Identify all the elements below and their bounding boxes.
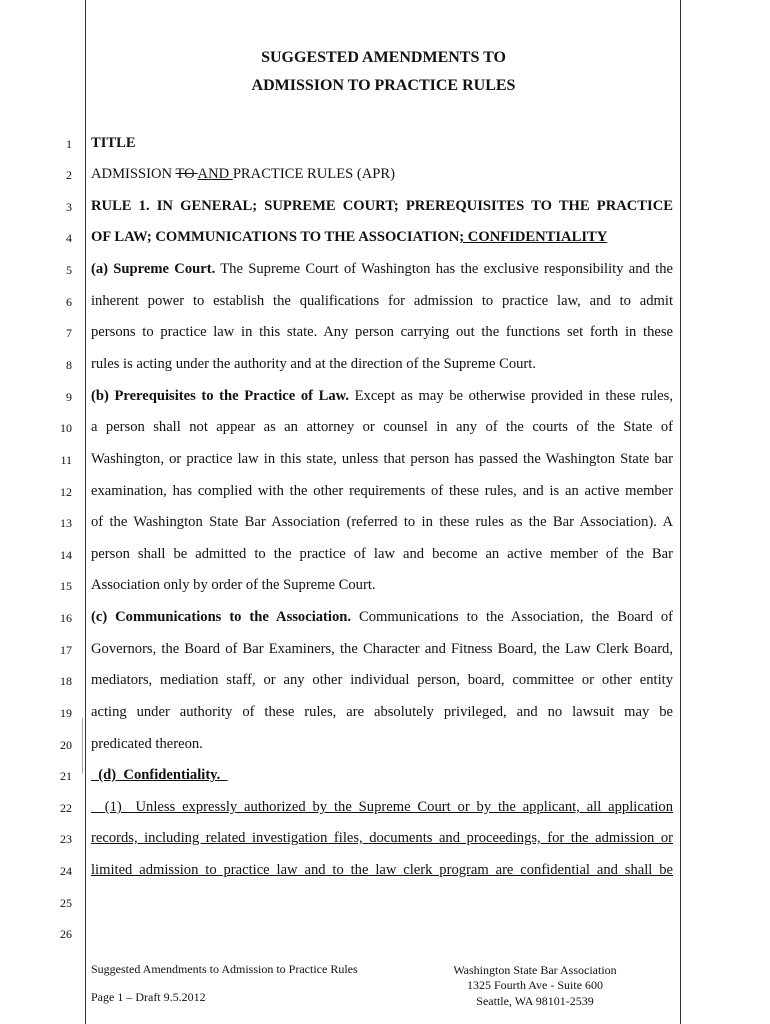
- body-line-18: mediators, mediation staff, or any other individual person, board, committee or other entity: [91, 672, 673, 688]
- line-number: 26: [60, 927, 72, 941]
- line-number: 2: [66, 168, 72, 182]
- body-line-2: ADMISSION TO AND PRACTICE RULES (APR): [91, 166, 395, 182]
- line-number: 13: [60, 516, 72, 530]
- document-title-line-1: SUGGESTED AMENDMENTS TO: [261, 49, 506, 66]
- body-line-15: Association only by order of the Supreme Court.: [91, 577, 376, 593]
- footer-document-title: Suggested Amendments to Admission to Practice Rules: [91, 962, 358, 976]
- line-number: 24: [60, 864, 72, 878]
- line-number: 23: [60, 832, 72, 846]
- footer-org-address-1: 1325 Fourth Ave - Suite 600: [466, 978, 604, 992]
- line-number: 25: [60, 896, 72, 910]
- line-number: 20: [60, 738, 72, 752]
- body-line-10: a person shall not appear as an attorney or counsel in any of the courts of the State of: [91, 419, 673, 435]
- line-number: 22: [60, 801, 72, 815]
- body-line-3: RULE 1. IN GENERAL; SUPREME COURT; PREREQUISITES TO THE PRACTICE: [91, 198, 673, 214]
- body-line-19: acting under authority of these rules, are absolutely privileged, and no lawsuit may be: [91, 704, 673, 720]
- line-number: 21: [60, 769, 72, 783]
- body-line-11: Washington, or practice law in this state, unless that person has passed the Washington State bar: [91, 451, 673, 467]
- inserted-text: AND: [197, 166, 233, 182]
- struck-text: TO: [175, 166, 198, 182]
- line-number: 16: [60, 611, 72, 625]
- body-line-9: (b) Prerequisites to the Practice of Law. Except as may be otherwise provided in these rules,: [91, 388, 673, 404]
- line-number: 14: [60, 548, 72, 562]
- body-line-16: (c) Communications to the Association. Communications to the Association, the Board of: [91, 609, 673, 625]
- inserted-text: (d) Confidentiality.: [91, 767, 228, 783]
- line-number: 7: [66, 326, 72, 340]
- body-line-7: persons to practice law in this state. Any person carrying out the functions set forth in these: [91, 324, 673, 340]
- document-title-line-2: ADMISSION TO PRACTICE RULES: [251, 77, 516, 94]
- line-number: 19: [60, 706, 72, 720]
- footer-org-name: Washington State Bar Association: [453, 963, 617, 977]
- line-number: 18: [60, 674, 72, 688]
- line-number: 10: [60, 421, 72, 435]
- body-line-4: OF LAW; COMMUNICATIONS TO THE ASSOCIATION; CONFIDENTIALITY: [91, 229, 608, 245]
- line-number: 11: [60, 453, 72, 467]
- line-number: 4: [66, 231, 72, 245]
- body-line-14: person shall be admitted to the practice of law and become an active member of the Bar: [91, 546, 673, 562]
- body-line-23: records, including related investigation files, documents and proceedings, for the admission or: [91, 830, 673, 846]
- footer-org-address-2: Seattle, WA 98101-2539: [476, 994, 594, 1008]
- body-line-6: inherent power to establish the qualifications for admission to practice law, and to admit: [91, 293, 673, 309]
- line-number: 8: [66, 358, 72, 372]
- line-number: 6: [66, 295, 72, 309]
- body-line-5: (a) Supreme Court. The Supreme Court of Washington has the exclusive responsibility and the: [91, 261, 673, 277]
- body-line-24: limited admission to practice law and to the law clerk program are confidential and shall be: [91, 862, 673, 878]
- body-line-1: TITLE: [91, 135, 136, 151]
- line-number: 9: [66, 390, 72, 404]
- left-margin-rule: [85, 0, 86, 1024]
- right-margin-rule: [680, 0, 681, 1024]
- body-line-12: examination, has complied with the other requirements of these rules, and is an active member: [91, 483, 673, 499]
- body-line-17: Governors, the Board of Bar Examiners, the Character and Fitness Board, the Law Clerk Board,: [91, 641, 673, 657]
- line-number: 1: [66, 137, 72, 151]
- body-line-13: of the Washington State Bar Association (referred to in these rules as the Bar Association). A: [91, 514, 673, 530]
- footer-page-info: Page 1 – Draft 9.5.2012: [91, 990, 206, 1004]
- line-number: 3: [66, 200, 72, 214]
- line-number: 15: [60, 579, 72, 593]
- line-number: 12: [60, 485, 72, 499]
- revision-bar: [82, 718, 83, 774]
- body-line-8: rules is acting under the authority and at the direction of the Supreme Court.: [91, 356, 536, 372]
- line-number: 17: [60, 643, 72, 657]
- body-line-21: [91, 766, 673, 784]
- body-line-22: (1) Unless expressly authorized by the Supreme Court or by the applicant, all application: [91, 799, 673, 815]
- line-number: 5: [66, 263, 72, 277]
- body-line-20: predicated thereon.: [91, 736, 203, 752]
- inserted-text: ; CONFIDENTIALITY: [459, 229, 608, 245]
